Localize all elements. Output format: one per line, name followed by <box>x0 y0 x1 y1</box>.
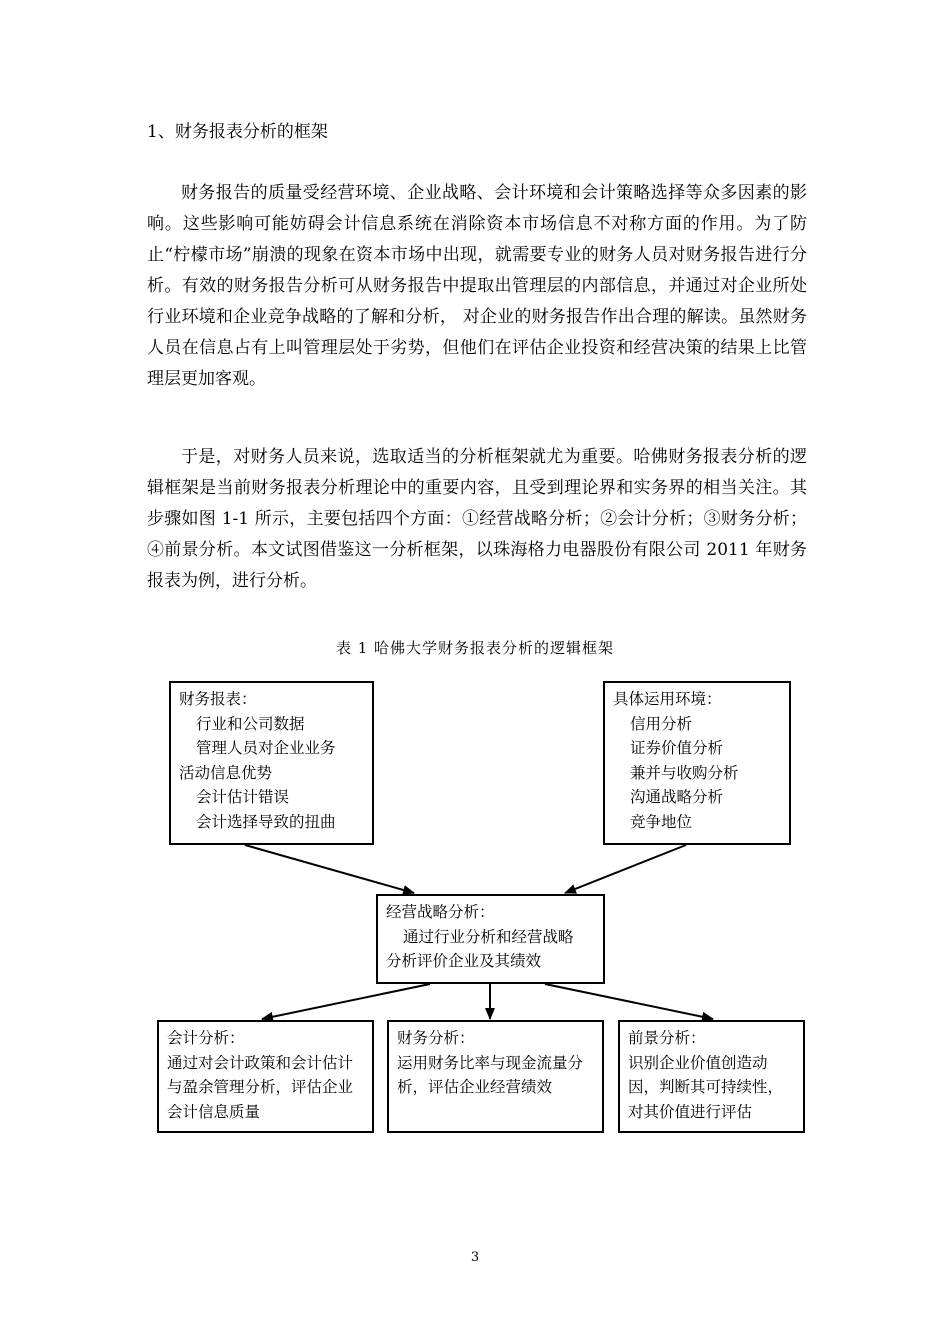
accounting-analysis-box <box>157 1020 374 1133</box>
statements-title: 财务报表： <box>179 690 257 708</box>
prospect-body: 识别企业价值创造动因，判断其可持续性，对其价值进行评估 <box>628 1053 784 1121</box>
statements-item: 管理人员对企业业务 <box>196 739 336 757</box>
strategy-line: 通过行业分析和经营战略 <box>403 927 574 946</box>
statements-item-cont: 活动信息优势 <box>179 763 273 782</box>
financial-body: 运用财务比率与现金流量分析，评估企业经营绩效 <box>397 1053 584 1096</box>
environment-item: 兼并与收购分析 <box>630 763 739 782</box>
strategy-title: 经营战略分析： <box>386 903 495 921</box>
financial-statements-box <box>169 681 374 845</box>
application-environment-box <box>603 681 791 845</box>
financial-analysis-box <box>387 1020 604 1133</box>
prospect-analysis-box <box>618 1020 805 1133</box>
arrow-strategy-to-prospect <box>545 984 713 1019</box>
financial-title: 财务分析： <box>397 1029 475 1047</box>
accounting-body: 通过对会计政策和会计估计与盈余管理分析，评估企业会计信息质量 <box>167 1053 354 1121</box>
accounting-title: 会计分析： <box>167 1029 245 1047</box>
arrow-strategy-to-accounting <box>262 984 430 1019</box>
prospect-title: 前景分析： <box>628 1029 706 1047</box>
strategy-line: 分析评价企业及其绩效 <box>386 952 542 970</box>
environment-item: 沟通战略分析 <box>630 788 724 806</box>
business-strategy-box <box>376 894 605 984</box>
arrow-statements-to-strategy <box>245 845 414 893</box>
paragraph-2: 于是，对财务人员来说，选取适当的分析框架就尤为重要。哈佛财务报表分析的逻辑框架是当前财务报表分析理论中的重要内容，且受到理论界和实务界的相当关注。其步骤如图 1-1 所示，主要包括四个方面：①经营战略分析；②会计分析；③财务分析；④前景分析。本文试图借鉴这一分析框架，以珠海格力电器股份有限公司 2011 年财务报表为例，进行分析。 <box>147 447 807 591</box>
statements-item: 会计估计错误 <box>196 788 290 806</box>
statements-item: 行业和公司数据 <box>196 714 305 733</box>
environment-item: 证券价值分析 <box>630 739 724 757</box>
environment-item: 信用分析 <box>630 714 693 733</box>
arrow-environment-to-strategy <box>565 845 686 893</box>
figure-caption: 表 1 哈佛大学财务报表分析的逻辑框架 <box>335 639 615 657</box>
page-number: 3 <box>470 1250 480 1265</box>
environment-title: 具体运用环境： <box>613 690 722 708</box>
section-heading: 1、财务报表分析的框架 <box>147 122 328 142</box>
paragraph-1: 财务报告的质量受经营环境、企业战略、会计环境和会计策略选择等众多因素的影响。这些影响可能妨碍会计信息系统在消除资本市场信息不对称方面的作用。为了防止“柠檬市场”崩溃的现象在资本市场中出现，就需要专业的财务人员对财务报告进行分析。有效的财务报告分析可从财务报告中提取出管理层的内部信息，并通过对企业所处行业环境和企业竞争战略的了解和分析， 对企业的财务报告作出合理的解读。虽然财务人员在信息占有上叫管理层处于劣势，但他们在评估企业投资和经营决策的结果上比管理层更加客观。 <box>147 183 807 389</box>
statements-item: 会计选择导致的扭曲 <box>196 812 336 831</box>
environment-item: 竞争地位 <box>630 812 693 831</box>
